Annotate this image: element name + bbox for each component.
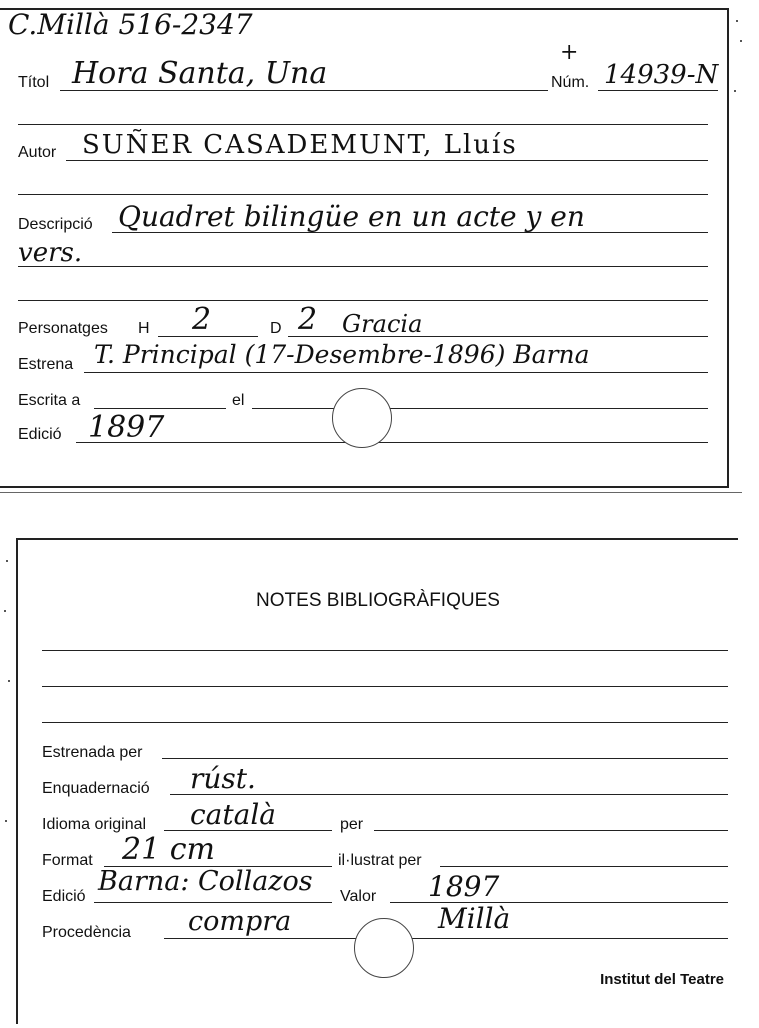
num-mark: + — [560, 40, 579, 65]
scan-speck — [8, 680, 10, 682]
estrenada-line — [162, 758, 728, 759]
format-value: 21 cm — [122, 832, 215, 867]
titol-label: Títol — [18, 74, 50, 91]
autor-line — [66, 160, 708, 161]
edicio2-value: Barna: Collazos — [98, 866, 313, 897]
institution-footer: Institut del Teatre — [600, 971, 724, 988]
escrita-label: Escrita a — [18, 392, 81, 409]
notes-heading: NOTES BIBLIOGRÀFIQUES — [256, 590, 500, 611]
punch-hole — [332, 388, 392, 448]
escrita-line — [94, 408, 226, 409]
catalog-card-notes — [16, 538, 738, 1024]
punch-hole — [354, 918, 414, 978]
edicio2-label: Edició — [42, 888, 86, 905]
autor-value: SUÑER CASADEMUNT, Lluís — [82, 130, 518, 160]
estrena-label: Estrena — [18, 356, 74, 373]
procedencia-value: compra — [188, 906, 292, 937]
autor-label: Autor — [18, 144, 57, 161]
edicio-line — [76, 442, 708, 443]
scan-speck — [734, 90, 736, 92]
descripcio-label: Descripció — [18, 216, 93, 233]
blank-line — [18, 124, 708, 125]
scan-speck — [5, 820, 7, 822]
il-lustrat-line — [440, 866, 728, 867]
blank-line — [42, 686, 728, 687]
el-label: el — [232, 392, 245, 409]
descripcio-line-2 — [18, 266, 708, 267]
estrenada-label: Estrenada per — [42, 744, 143, 761]
scan-speck — [4, 610, 6, 612]
valor-value: 1897 — [428, 870, 500, 903]
h-value: 2 — [192, 302, 212, 337]
h-label: H — [138, 320, 150, 337]
catalog-card-front — [0, 8, 729, 488]
per-line — [374, 830, 728, 831]
edicio2-line — [94, 902, 332, 903]
blank-line — [42, 722, 728, 723]
idioma-value: català — [190, 798, 276, 831]
enquadernacio-label: Enquadernació — [42, 780, 150, 797]
scan-speck — [6, 560, 8, 562]
titol-value: Hora Santa, Una — [72, 56, 328, 91]
per-label: per — [340, 816, 364, 833]
el-line — [252, 408, 708, 409]
estrena-line — [84, 372, 708, 373]
procedencia-note: Millà — [438, 902, 511, 935]
blank-line — [18, 194, 708, 195]
il-lustrat-label: il·lustrat per — [338, 852, 422, 869]
edicio-label: Edició — [18, 426, 62, 443]
procedencia-line — [164, 938, 728, 939]
num-value: 14939-N — [604, 60, 719, 90]
d-note: Gracia — [342, 310, 423, 338]
archive-annotation: C.Millà 516-2347 — [8, 8, 253, 41]
num-label: Núm. — [551, 74, 590, 91]
descripcio-value-line1: Quadret bilingüe en un acte y en — [118, 200, 585, 233]
card-divider — [0, 492, 742, 493]
format-label: Format — [42, 852, 93, 869]
procedencia-label: Procedència — [42, 924, 131, 941]
estrena-value: T. Principal (17-Desembre-1896) Barna — [94, 340, 590, 369]
d-value: 2 — [298, 302, 318, 337]
num-line — [598, 90, 718, 91]
valor-label: Valor — [340, 888, 377, 905]
enquadernacio-value: rúst. — [190, 762, 256, 795]
scan-speck — [736, 20, 738, 22]
edicio-value: 1897 — [88, 410, 165, 445]
idioma-label: Idioma original — [42, 816, 147, 833]
d-label: D — [270, 320, 282, 337]
blank-line — [42, 650, 728, 651]
descripcio-value-line2: vers. — [18, 238, 83, 268]
blank-line — [18, 300, 708, 301]
scan-speck — [740, 40, 742, 42]
personatges-label: Personatges — [18, 320, 108, 337]
